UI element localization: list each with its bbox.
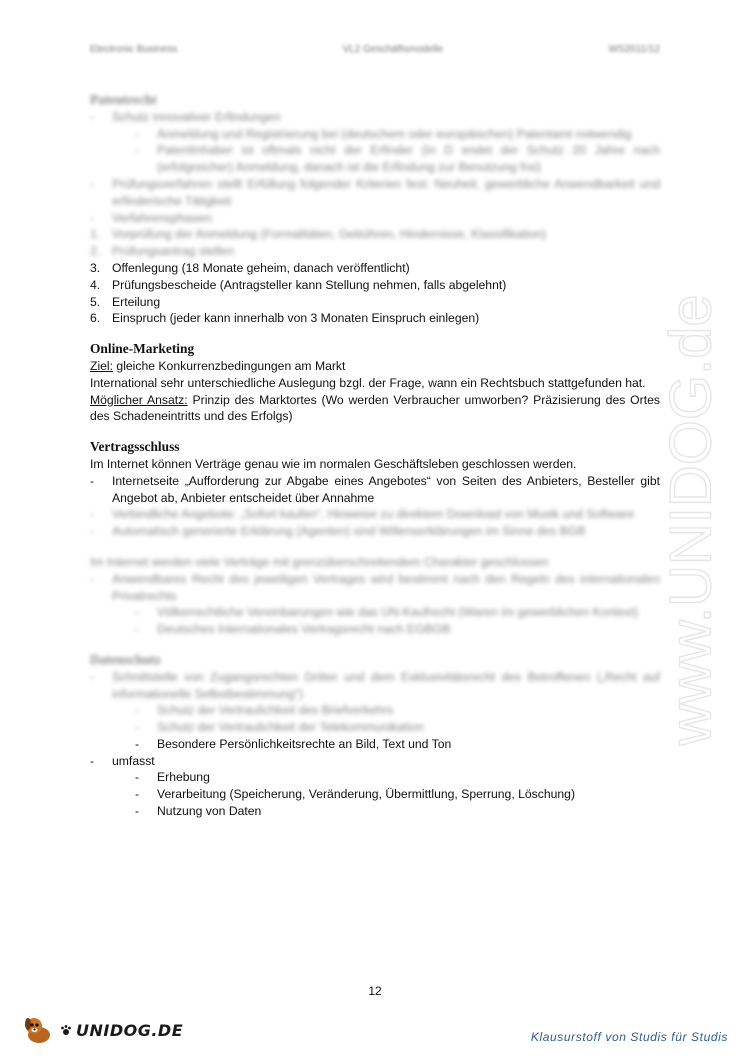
goal-label: Ziel:	[90, 358, 114, 373]
list-item: - Völkerrechtliche Vereinbarungen wie das UN-Kaufrecht (Waren im gewerblichen Kontext)	[90, 604, 660, 621]
step-text: Prüfungsbescheide (Antragsteller kann Stellung nehmen, falls abgelehnt)	[112, 277, 507, 292]
list-item: - Automatisch generierte Erklärung (Agenten) sind Willenserklärungen im Sinne des BGB	[90, 523, 660, 540]
section-privacy	[90, 652, 660, 820]
list-item: - Internetseite „Aufforderung zur Abgabe eines Angebotes“ von Seiten des Anbieters, Besteller gibt Angebot ab, Anbieter entscheidet über Annahme	[90, 473, 660, 507]
step-text: Vorprüfung der Anmeldung (Formalitäten, Gebühren, Hindernisse, Klassifikation)	[112, 227, 547, 242]
list-item: - Patentinhaber ist oftmals nicht der Erfinder (In D endet der Schutz 20 Jahre nach (erfolgreicher) Anmeldung, danach ist die Erfindung zur Benutzung frei)	[90, 142, 660, 176]
list-item: 3. Offenlegung (18 Monate geheim, danach veröffentlicht)	[90, 260, 410, 275]
list-item: - Besondere Persönlichkeitsrechte an Bild, Text und Ton	[90, 736, 660, 753]
list-item: 1. Vorprüfung der Anmeldung (Formalitäten, Gebühren, Hindernisse, Klassifikation)	[90, 227, 547, 242]
page-number: 12	[368, 984, 382, 998]
paragraph-goal	[90, 358, 660, 375]
paragraph-approach	[90, 392, 660, 426]
heading-patent: Patentrecht	[90, 92, 157, 107]
list-item: - Anwendbares Recht des jeweiligen Vertrages wird bestimmt nach den Regeln des internationalen Privatrechts	[90, 571, 660, 605]
step-text: Erteilung	[112, 294, 161, 309]
header-lecture: VL2 Geschäftsmodelle	[342, 44, 444, 55]
paragraph: Im Internet können Verträge genau wie im normalen Geschäftsleben geschlossen werden.	[90, 456, 577, 471]
paragraph: Im Internet werden viele Verträge mit grenzüberschreitendem Charakter geschlossen	[90, 554, 549, 569]
list-item: - Deutsches Internationales Vertragsrecht nach EGBGB	[90, 621, 660, 638]
step-text: Prüfungsantrag stellen	[112, 244, 234, 259]
list-item: - Verarbeitung (Speicherung, Veränderung, Übermittlung, Sperrung, Löschung)	[90, 786, 660, 803]
dog-logo-icon	[22, 1015, 56, 1045]
page-header	[90, 44, 660, 55]
heading-privacy: Datenschutz	[90, 651, 161, 667]
footer-logo	[22, 1015, 183, 1045]
header-semester: WS2011/12	[608, 44, 660, 55]
watermark-text: www.UNIDOG.de	[658, 294, 724, 746]
step-text: Offenlegung (18 Monate geheim, danach veröffentlicht)	[112, 260, 410, 275]
list-item: - Schutz der Vertraulichkeit des Briefverkehrs	[90, 702, 660, 719]
list-item: 5. Erteilung	[90, 294, 161, 309]
paragraph: International sehr unterschiedliche Auslegung bzgl. der Frage, wann ein Rechtsbuch stattgefunden hat.	[90, 375, 646, 390]
list-item: 2. Prüfungsantrag stellen	[90, 244, 234, 259]
list-item: - Verbindliche Angebote: „Sofort kaufen“, Hinweise zu direktem Download von Musik und Software	[90, 506, 660, 523]
list-item: - Erhebung	[90, 769, 660, 786]
header-course: Electronic Business	[90, 44, 178, 55]
section-marketing	[90, 341, 660, 425]
watermark	[650, 280, 740, 760]
section-contract	[90, 439, 660, 638]
footer-slogan: Klausurstoff von Studis für Studis	[530, 1030, 728, 1044]
goal-text: gleiche Konkurrenzbedingungen am Markt	[113, 358, 346, 373]
list-item: - Schnittstelle von Zugangsrechten Dritter und dem Exklusivitätsrecht des Betroffenen („Recht auf informationelle Selbstbestimmung“)	[90, 669, 660, 703]
list-item: - Prüfungsverfahren stellt Erfüllung folgender Kriterien fest: Neuheit, gewerbliche Anwendbarkeit und erfinderische Tätigkeit	[90, 176, 660, 210]
heading-marketing: Online-Marketing	[90, 341, 195, 357]
list-item: 6. Einspruch (jeder kann innerhalb von 3 Monaten Einspruch einlegen)	[90, 311, 480, 326]
section-patent	[90, 92, 660, 327]
list-item: - Schutz der Vertraulichkeit der Telekommunikation	[90, 719, 660, 736]
heading-contract: Vertragsschluss	[90, 439, 180, 455]
list-item: - Verfahrensphasen:	[90, 210, 660, 227]
approach-label: Möglicher Ansatz:	[90, 392, 188, 407]
logo-text: UNIDOG.DE	[76, 1020, 184, 1040]
document-body	[90, 92, 660, 820]
list-item: - Nutzung von Daten	[90, 803, 660, 820]
approach-text: Prinzip des Marktortes (Wo werden Verbraucher umworben? Präzisierung des Ortes des Schadeneintritts und des Erfolgs)	[90, 392, 660, 424]
list-item: - umfasst	[90, 753, 660, 770]
step-text: Einspruch (jeder kann innerhalb von 3 Monaten Einspruch einlegen)	[112, 311, 480, 326]
list-item: - Schutz innovativer Erfindungen	[90, 109, 660, 126]
list-item: - Anmeldung und Registrierung bei (deutschem oder europäischen) Patentamt notwendig	[90, 126, 660, 143]
list-item: 4. Prüfungsbescheide (Antragsteller kann Stellung nehmen, falls abgelehnt)	[90, 277, 507, 292]
paw-icon	[60, 1024, 72, 1036]
